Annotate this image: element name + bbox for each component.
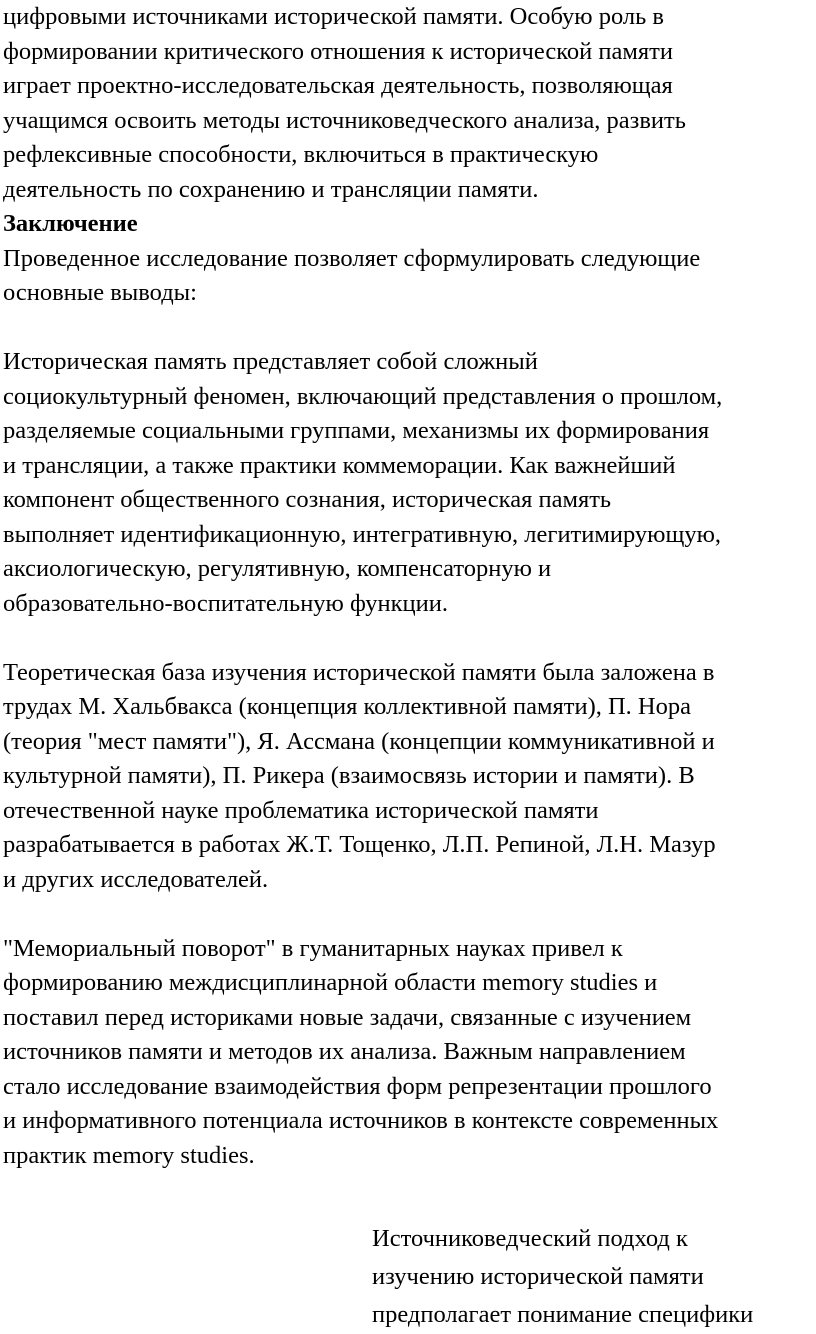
- text-line: (теория "мест памяти"), Я. Ассмана (концепции коммуникативной и: [3, 727, 715, 755]
- paragraph-1: [3, 345, 813, 621]
- text-line: "Мемориальный поворот" в гуманитарных науках привел к: [3, 934, 623, 962]
- paragraph-spacer: [3, 311, 813, 346]
- text-line: играет проектно-исследовательская деятельность, позволяющая: [3, 72, 673, 99]
- text-line: и трансляции, а также практики коммеморации. Как важнейший: [3, 451, 676, 479]
- text-line: деятельность по сохранению и трансляции памяти.: [3, 175, 539, 203]
- paragraph-spacer: [3, 897, 813, 932]
- text-line: выполняет идентификационную, интегративную, легитимирующую,: [3, 520, 722, 548]
- text-line: предполагает понимание специфики: [372, 1301, 754, 1328]
- document-body: [3, 0, 813, 1173]
- text-line: учащимся освоить методы источниковедческого анализа, развить: [3, 106, 686, 134]
- intro-paragraph: [3, 0, 813, 207]
- text-line: стало исследование взаимодействия форм репрезентации прошлого: [3, 1072, 712, 1100]
- paragraph-spacer: [3, 621, 813, 656]
- text-line: трудах М. Хальбвакса (концепция коллективной памяти), П. Нора: [3, 693, 691, 720]
- text-line: формированию междисциплинарной области memory studies и: [3, 969, 658, 996]
- text-line: Теоретическая база изучения исторической памяти была заложена в: [3, 658, 715, 686]
- text-line: формировании критического отношения к исторической памяти: [3, 37, 673, 65]
- text-line: практик memory studies.: [3, 1141, 255, 1169]
- paragraph-3: [3, 932, 813, 1174]
- text-line: аксиологическую, регулятивную, компенсаторную и: [3, 555, 552, 582]
- text-line: основные выводы:: [3, 279, 197, 306]
- text-line: цифровыми источниками исторической памяти. Особую роль в: [3, 3, 664, 30]
- text-line: и других исследователей.: [3, 865, 269, 893]
- text-line: изучению исторической памяти: [372, 1263, 704, 1290]
- text-line: и информативного потенциала источников в контексте современных: [3, 1107, 719, 1134]
- text-line: источников памяти и методов их анализа. Важным направлением: [3, 1038, 686, 1065]
- paragraph-4: [372, 1220, 812, 1334]
- paragraph-2: [3, 656, 813, 898]
- text-line: культурной памяти), П. Рикера (взаимосвязь истории и памяти). В: [3, 762, 695, 789]
- text-line: компонент общественного сознания, историческая память: [3, 486, 612, 513]
- text-line: разрабатывается в работах Ж.Т. Тощенко, Л.П. Репиной, Л.Н. Мазур: [3, 831, 716, 858]
- lead-paragraph: [3, 242, 813, 311]
- text-line: разделяемые социальными группами, механизмы их формирования: [3, 417, 710, 444]
- text-line: поставил перед историками новые задачи, связанные с изучением: [3, 1003, 692, 1031]
- text-line: образовательно-воспитательную функции.: [3, 589, 448, 617]
- text-line: Историческая память представляет собой сложный: [3, 348, 538, 375]
- text-line: социокультурный феномен, включающий представления о прошлом,: [3, 382, 723, 410]
- section-heading: Заключение: [3, 210, 138, 237]
- text-line: Проведенное исследование позволяет сформулировать следующие: [3, 244, 701, 272]
- text-line: отечественной науке проблематика исторической памяти: [3, 796, 599, 824]
- text-line: Источниковедческий подход к: [372, 1225, 688, 1252]
- text-line: рефлексивные способности, включиться в практическую: [3, 141, 599, 168]
